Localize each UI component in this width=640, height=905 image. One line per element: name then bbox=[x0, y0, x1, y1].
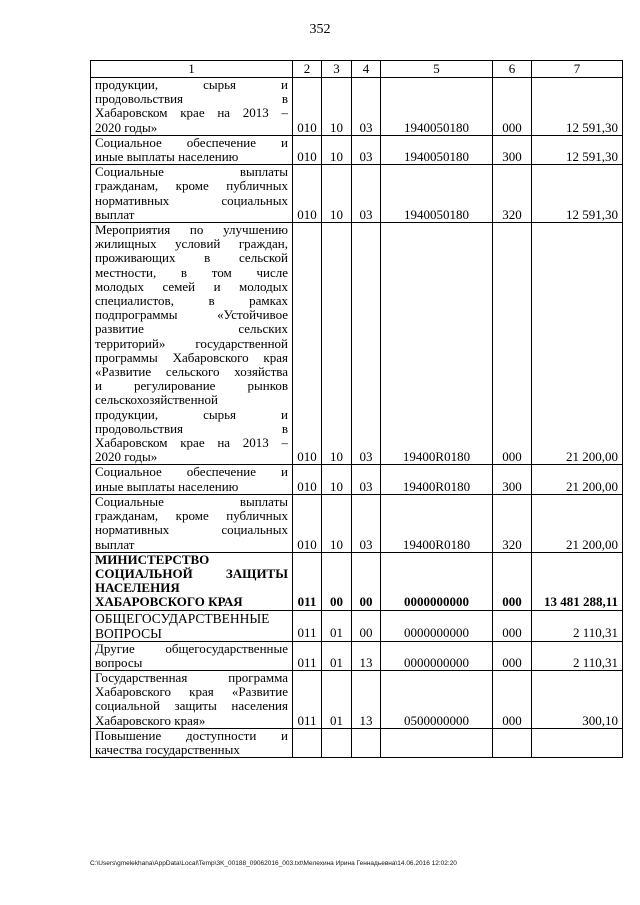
target-article-cell: 19400R0180 bbox=[381, 223, 493, 465]
expense-type-cell: 300 bbox=[493, 135, 532, 164]
row-name-line: Хабаровском крае на 2013 – bbox=[95, 435, 288, 451]
section-code-cell: 01 bbox=[322, 670, 352, 728]
section-code-cell: 10 bbox=[322, 78, 352, 136]
row-name-line: проживающих в сельской bbox=[95, 250, 288, 266]
row-name-line: Хабаровском крае на 2013 – bbox=[95, 105, 288, 121]
row-name-line: МИНИСТЕРСТВО bbox=[95, 551, 210, 567]
target-article-cell: 0000000000 bbox=[381, 552, 493, 610]
row-name-line: специалистов, в рамках bbox=[95, 293, 288, 309]
amount-cell bbox=[532, 728, 623, 757]
table-row bbox=[91, 670, 623, 728]
expense-type-cell: 000 bbox=[493, 78, 532, 136]
target-article-cell: 0500000000 bbox=[381, 670, 493, 728]
row-name-line: СОЦИАЛЬНОЙ ЗАЩИТЫ bbox=[95, 565, 288, 581]
row-name-line: ОБЩЕГОСУДАРСТВЕННЫЕ bbox=[95, 610, 270, 626]
row-name-line: Мероприятия по улучшению bbox=[95, 222, 288, 238]
ministry-code-cell bbox=[293, 728, 322, 757]
page-number: 352 bbox=[309, 22, 331, 37]
row-name-cell bbox=[91, 465, 293, 494]
amount-cell: 12 591,30 bbox=[532, 135, 623, 164]
expense-type-cell: 000 bbox=[493, 641, 532, 670]
row-name-cell bbox=[91, 552, 293, 610]
row-name-cell bbox=[91, 610, 293, 641]
amount-cell: 2 110,31 bbox=[532, 610, 623, 641]
row-name-line: сельскохозяйственной bbox=[95, 392, 218, 408]
row-name-line: продукции, сырья и bbox=[95, 406, 288, 422]
section-code-cell: 10 bbox=[322, 223, 352, 465]
target-article-cell: 1940050180 bbox=[381, 135, 493, 164]
ministry-code-cell: 010 bbox=[293, 135, 322, 164]
row-name-line: иные выплаты населению bbox=[95, 478, 239, 494]
subsection-code-cell: 03 bbox=[352, 465, 381, 494]
row-name-line: Социальное обеспечение и bbox=[95, 464, 288, 480]
file-path-footer: C:\Users\gmelekhana\AppData\Local\Temp\3K_00188_09062016_003.txt\Мелехина Ирина Геннадьевна\14.06.2016 12:02:20 bbox=[90, 860, 457, 867]
subsection-code-cell: 03 bbox=[352, 494, 381, 552]
column-header: 1 bbox=[91, 61, 293, 78]
section-code-cell: 00 bbox=[322, 552, 352, 610]
row-name-line: и регулирование рынков bbox=[95, 378, 288, 394]
section-code-cell: 10 bbox=[322, 465, 352, 494]
amount-cell: 300,10 bbox=[532, 670, 623, 728]
row-name-line: Государственная программа bbox=[95, 669, 288, 685]
row-name-line: ХАБАРОВСКОГО КРАЯ bbox=[95, 594, 243, 610]
subsection-code-cell: 13 bbox=[352, 641, 381, 670]
section-code-cell: 10 bbox=[322, 494, 352, 552]
subsection-code-cell: 03 bbox=[352, 223, 381, 465]
subsection-code-cell: 00 bbox=[352, 552, 381, 610]
table-row bbox=[91, 641, 623, 670]
row-name-line: гражданам, кроме публичных bbox=[95, 178, 288, 194]
ministry-code-cell: 010 bbox=[293, 78, 322, 136]
ministry-code-cell: 010 bbox=[293, 494, 322, 552]
row-name-line: продовольствия в bbox=[95, 91, 288, 107]
expense-type-cell: 320 bbox=[493, 494, 532, 552]
ministry-code-cell: 010 bbox=[293, 223, 322, 465]
row-name-line: НАСЕЛЕНИЯ bbox=[95, 580, 180, 596]
row-name-line: нормативных социальных bbox=[95, 522, 288, 538]
section-code-cell: 10 bbox=[322, 135, 352, 164]
expense-type-cell: 000 bbox=[493, 552, 532, 610]
row-name-cell bbox=[91, 223, 293, 465]
row-name-line: Хабаровского края» bbox=[95, 712, 206, 728]
expense-type-cell bbox=[493, 728, 532, 757]
row-name-cell bbox=[91, 135, 293, 164]
column-header: 5 bbox=[381, 61, 493, 78]
expense-type-cell: 320 bbox=[493, 165, 532, 223]
amount-cell: 2 110,31 bbox=[532, 641, 623, 670]
table-row bbox=[91, 78, 623, 136]
section-code-cell: 01 bbox=[322, 610, 352, 641]
row-name-line: Социальное обеспечение и bbox=[95, 134, 288, 150]
amount-cell: 21 200,00 bbox=[532, 223, 623, 465]
column-header: 7 bbox=[532, 61, 623, 78]
row-name-line: социальной защиты населения bbox=[95, 698, 288, 714]
row-name-line: Хабаровского края «Развитие bbox=[95, 684, 288, 700]
row-name-cell bbox=[91, 78, 293, 136]
ministry-code-cell: 010 bbox=[293, 465, 322, 494]
row-name-line: гражданам, кроме публичных bbox=[95, 508, 288, 524]
table-row bbox=[91, 552, 623, 610]
expense-type-cell: 300 bbox=[493, 465, 532, 494]
row-name-line: «Развитие сельского хозяйства bbox=[95, 364, 288, 380]
target-article-cell: 0000000000 bbox=[381, 641, 493, 670]
row-name-line: выплат bbox=[95, 206, 135, 222]
row-name-line: выплат bbox=[95, 536, 135, 552]
row-name-line: молодых семей и молодых bbox=[95, 278, 288, 294]
section-code-cell: 10 bbox=[322, 165, 352, 223]
row-name-line: территорий» государственной bbox=[95, 335, 288, 351]
row-name-line: Другие общегосударственные bbox=[95, 640, 288, 656]
amount-cell: 21 200,00 bbox=[532, 494, 623, 552]
table-row bbox=[91, 494, 623, 552]
table-body bbox=[91, 78, 623, 758]
section-code-cell bbox=[322, 728, 352, 757]
target-article-cell: 19400R0180 bbox=[381, 494, 493, 552]
expense-type-cell: 000 bbox=[493, 223, 532, 465]
row-name-line: продовольствия в bbox=[95, 420, 288, 436]
column-header: 6 bbox=[493, 61, 532, 78]
row-name-line: ВОПРОСЫ bbox=[95, 625, 162, 641]
row-name-line: развитие сельских bbox=[95, 321, 288, 337]
table-row bbox=[91, 610, 623, 641]
subsection-code-cell: 03 bbox=[352, 78, 381, 136]
target-article-cell: 1940050180 bbox=[381, 165, 493, 223]
subsection-code-cell: 03 bbox=[352, 135, 381, 164]
row-name-line: Социальные выплаты bbox=[95, 164, 288, 180]
row-name-line: вопросы bbox=[95, 654, 143, 670]
budget-table bbox=[90, 60, 623, 758]
target-article-cell bbox=[381, 728, 493, 757]
target-article-cell: 1940050180 bbox=[381, 78, 493, 136]
row-name-line: программы Хабаровского края bbox=[95, 349, 288, 365]
amount-cell: 12 591,30 bbox=[532, 78, 623, 136]
subsection-code-cell: 00 bbox=[352, 610, 381, 641]
expense-type-cell: 000 bbox=[493, 670, 532, 728]
subsection-code-cell: 03 bbox=[352, 165, 381, 223]
table-row bbox=[91, 728, 623, 757]
row-name-cell bbox=[91, 494, 293, 552]
target-article-cell: 0000000000 bbox=[381, 610, 493, 641]
row-name-line: жилищных условий граждан, bbox=[95, 236, 288, 252]
ministry-code-cell: 011 bbox=[293, 670, 322, 728]
table-row bbox=[91, 465, 623, 494]
row-name-cell bbox=[91, 641, 293, 670]
row-name-line: 2020 годы» bbox=[95, 449, 158, 465]
subsection-code-cell: 13 bbox=[352, 670, 381, 728]
table-row bbox=[91, 135, 623, 164]
expense-type-cell: 000 bbox=[493, 610, 532, 641]
amount-cell: 12 591,30 bbox=[532, 165, 623, 223]
column-header: 3 bbox=[322, 61, 352, 78]
row-name-line: Повышение доступности и bbox=[95, 727, 288, 743]
ministry-code-cell: 011 bbox=[293, 641, 322, 670]
row-name-line: 2020 годы» bbox=[95, 119, 158, 135]
ministry-code-cell: 010 bbox=[293, 165, 322, 223]
row-name-cell bbox=[91, 728, 293, 757]
row-name-line: подпрограммы «Устойчивое bbox=[95, 307, 288, 323]
column-header: 4 bbox=[352, 61, 381, 78]
row-name-cell bbox=[91, 670, 293, 728]
ministry-code-cell: 011 bbox=[293, 610, 322, 641]
row-name-cell bbox=[91, 165, 293, 223]
section-code-cell: 01 bbox=[322, 641, 352, 670]
row-name-line: местности, в том числе bbox=[95, 264, 288, 280]
table-row bbox=[91, 223, 623, 465]
amount-cell: 21 200,00 bbox=[532, 465, 623, 494]
row-name-line: Социальные выплаты bbox=[95, 493, 288, 509]
column-header: 2 bbox=[293, 61, 322, 78]
row-name-line: нормативных социальных bbox=[95, 192, 288, 208]
header-row bbox=[91, 61, 623, 78]
row-name-line: продукции, сырья и bbox=[95, 77, 288, 92]
subsection-code-cell bbox=[352, 728, 381, 757]
amount-cell: 13 481 288,11 bbox=[532, 552, 623, 610]
table-row bbox=[91, 165, 623, 223]
row-name-line: качества государственных bbox=[95, 741, 240, 757]
ministry-code-cell: 011 bbox=[293, 552, 322, 610]
target-article-cell: 19400R0180 bbox=[381, 465, 493, 494]
row-name-line: иные выплаты населению bbox=[95, 149, 239, 165]
